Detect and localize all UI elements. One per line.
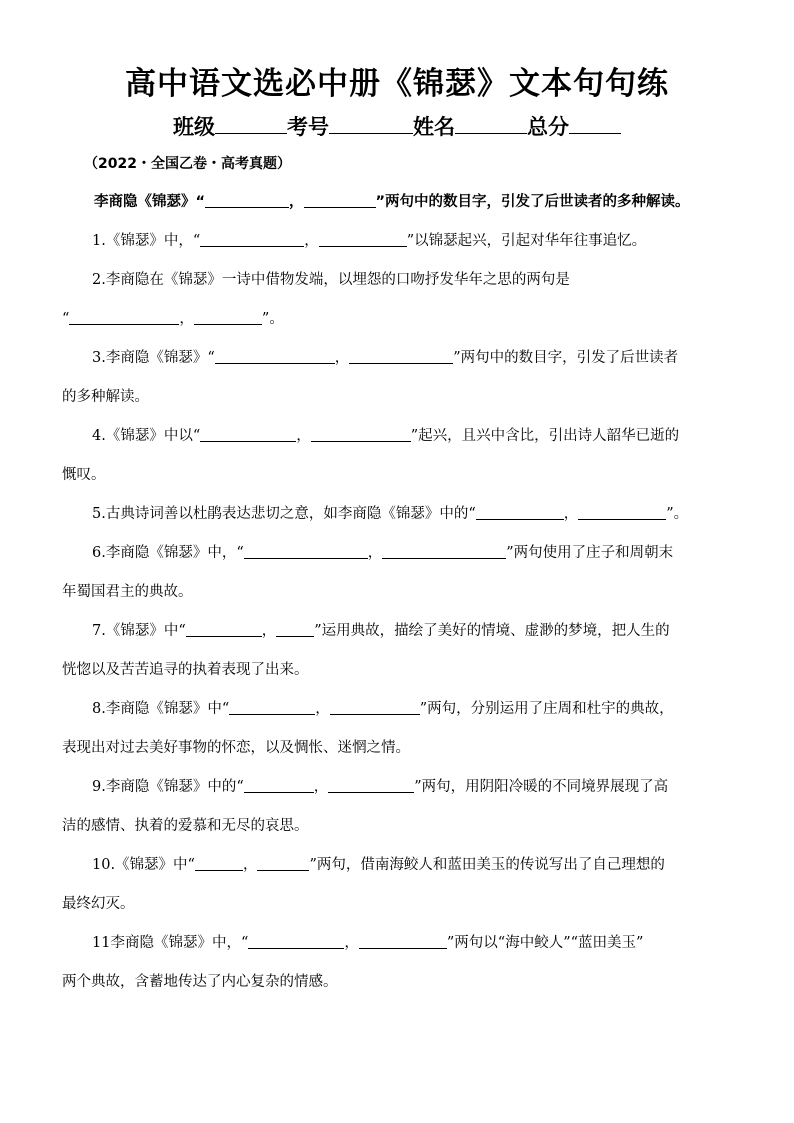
q6-pre: 6.李商隐《锦瑟》中，“ xyxy=(92,545,244,561)
question-11 xyxy=(62,924,742,1002)
answer-blank[interactable] xyxy=(229,700,315,716)
q7-post: ”运用典故，描绘了美好的情境、虚渺的梦境，把人生的 xyxy=(314,623,670,639)
score-label: 总分 xyxy=(527,115,569,140)
q6-sep: ， xyxy=(367,545,383,561)
class-blank[interactable] xyxy=(215,111,287,134)
intro-question xyxy=(94,190,754,211)
page-title: 高中语文选必中册《锦瑟》文本句句练 xyxy=(125,66,669,102)
q9-post: ”两句，用阴阳冷暖的不同境界展现了高 xyxy=(414,779,669,795)
q10-post: ”两句，借南海鲛人和蓝田美玉的传说写出了自己理想的 xyxy=(309,857,665,873)
answer-blank[interactable] xyxy=(319,232,407,248)
answer-blank[interactable] xyxy=(382,544,506,560)
q7-sep: ， xyxy=(261,623,277,639)
student-info-row xyxy=(0,111,794,141)
answer-blank[interactable] xyxy=(244,778,314,794)
name-blank[interactable] xyxy=(455,111,527,134)
answer-blank[interactable] xyxy=(186,622,262,638)
q10-pre: 10.《锦瑟》中“ xyxy=(92,857,195,873)
score-blank[interactable] xyxy=(569,111,621,134)
q3-pre: 3.李商隐《锦瑟》“ xyxy=(92,350,215,366)
q2-cont-pre: “ xyxy=(62,311,70,327)
q11-post: ”两句以“海中鲛人”“蓝田美玉” xyxy=(446,935,644,951)
q8-pre: 8.李商隐《锦瑟》中“ xyxy=(92,701,230,717)
intro-pre: 李商隐《锦瑟》“ xyxy=(94,194,206,210)
q9-sep: ， xyxy=(313,779,329,795)
answer-blank[interactable] xyxy=(195,856,243,872)
q1-sep: ， xyxy=(304,233,319,249)
intro-post: ”两句中的数目字，引发了后世读者的多种解读。 xyxy=(375,194,690,210)
q4-sep: ， xyxy=(296,428,311,444)
answer-blank[interactable] xyxy=(304,193,376,209)
q11-cont: 两个典故，含蓄地传达了内心复杂的情感。 xyxy=(62,974,338,990)
q10-sep: ， xyxy=(242,857,258,873)
q9-pre: 9.李商隐《锦瑟》中的“ xyxy=(92,779,244,795)
q11-pre: 11李商隐《锦瑟》中，“ xyxy=(92,935,249,951)
q2-pre: 2.李商隐在《锦瑟》一诗中借物发端，以埋怨的口吻抒发华年之思的两句是 xyxy=(92,272,570,288)
q4-pre: 4.《锦瑟》中以“ xyxy=(92,428,201,444)
intro-sep: ， xyxy=(289,194,304,210)
answer-blank[interactable] xyxy=(194,310,262,326)
q6-cont: 年蜀国君主的典故。 xyxy=(62,584,193,600)
q10-cont: 最终幻灭。 xyxy=(62,896,135,912)
answer-blank[interactable] xyxy=(200,232,304,248)
question-8 xyxy=(62,690,742,768)
answer-blank[interactable] xyxy=(205,193,289,209)
exam-no-blank[interactable] xyxy=(329,111,413,134)
q11-sep: ， xyxy=(344,935,359,951)
source-note: （2022・全国乙卷・高考真题） xyxy=(84,156,291,172)
q7-pre: 7.《锦瑟》中“ xyxy=(92,623,186,639)
q8-sep: ， xyxy=(315,701,330,717)
answer-blank[interactable] xyxy=(349,349,453,365)
question-1 xyxy=(62,222,742,261)
question-3 xyxy=(62,339,742,417)
exam-no-label: 考号 xyxy=(287,115,329,140)
name-label: 姓名 xyxy=(413,115,455,140)
q5-pre: 5.古典诗词善以杜鹃表达悲切之意，如李商隐《锦瑟》中的“ xyxy=(92,506,476,522)
q6-post: ”两句使用了庄子和周朝末 xyxy=(506,545,674,561)
question-6 xyxy=(62,534,742,612)
answer-blank[interactable] xyxy=(330,700,420,716)
question-10 xyxy=(62,846,742,924)
answer-blank[interactable] xyxy=(257,856,309,872)
q7-cont: 恍惚以及苦苦追寻的执着表现了出来。 xyxy=(62,662,309,678)
q8-post: ”两句，分别运用了庄周和杜宇的典故， xyxy=(419,701,674,717)
answer-blank[interactable] xyxy=(311,427,411,443)
answer-blank[interactable] xyxy=(200,427,296,443)
answer-blank[interactable] xyxy=(476,505,564,521)
q2-post: ”。 xyxy=(261,311,284,327)
question-5 xyxy=(62,495,742,534)
q3-cont: 的多种解读。 xyxy=(62,389,149,405)
q1-post: ”以锦瑟起兴，引起对华年往事追忆。 xyxy=(406,233,647,249)
q9-cont: 洁的感情、执着的爱慕和无尽的哀思。 xyxy=(62,818,309,834)
q3-sep: ， xyxy=(334,350,350,366)
q5-sep: ， xyxy=(563,506,579,522)
class-label: 班级 xyxy=(173,115,215,140)
q2-sep: ， xyxy=(179,311,194,327)
q3-post: ”两句中的数目字，引发了后世读者 xyxy=(453,350,679,366)
q5-post: ”。 xyxy=(666,506,689,522)
question-2 xyxy=(62,261,742,339)
q4-post: ”起兴，且兴中含比，引出诗人韶华已逝的 xyxy=(410,428,680,444)
answer-blank[interactable] xyxy=(244,544,368,560)
question-9 xyxy=(62,768,742,846)
answer-blank[interactable] xyxy=(276,622,314,638)
answer-blank[interactable] xyxy=(248,934,344,950)
answer-blank[interactable] xyxy=(215,349,335,365)
answer-blank[interactable] xyxy=(69,310,179,326)
q4-cont: 慨叹。 xyxy=(62,467,106,483)
answer-blank[interactable] xyxy=(328,778,414,794)
question-7 xyxy=(62,612,742,690)
q1-pre: 1.《锦瑟》中，“ xyxy=(92,233,201,249)
question-4 xyxy=(62,417,742,495)
q8-cont: 表现出对过去美好事物的怀恋，以及惆怅、迷惘之情。 xyxy=(62,740,410,756)
answer-blank[interactable] xyxy=(359,934,447,950)
answer-blank[interactable] xyxy=(578,505,666,521)
